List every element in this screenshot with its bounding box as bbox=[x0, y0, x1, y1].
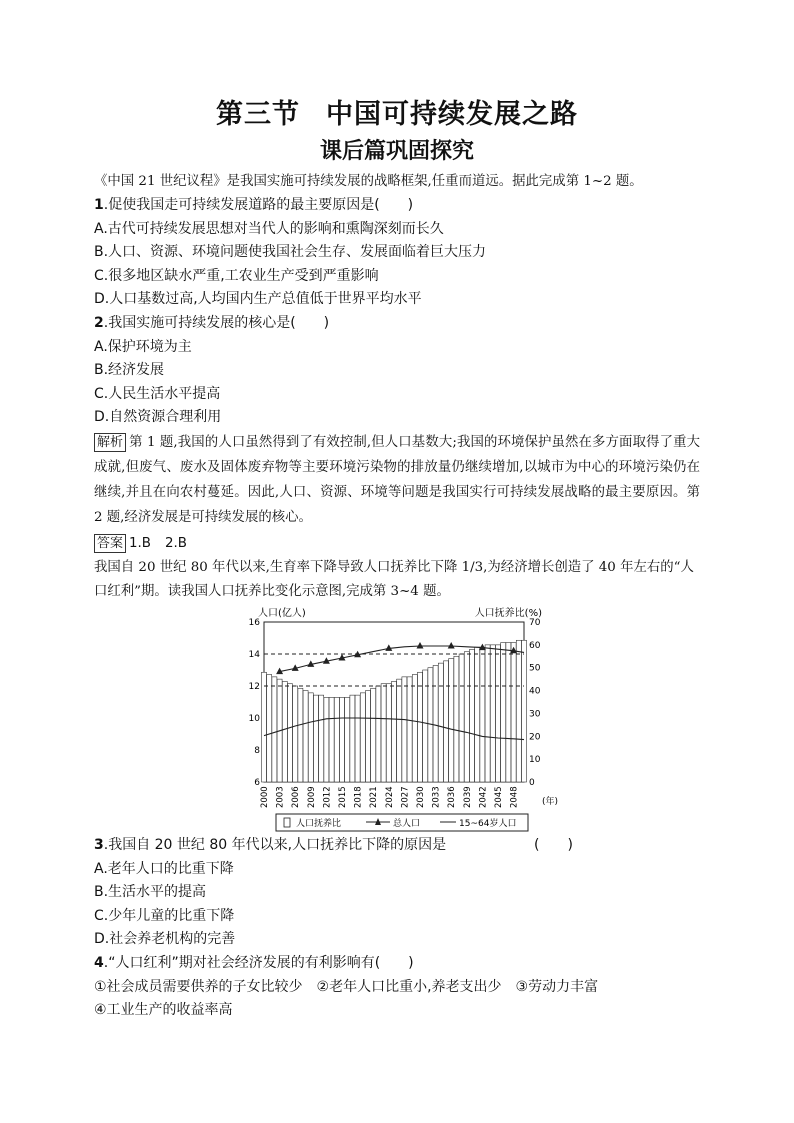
ratio-bar bbox=[319, 695, 324, 782]
y-left-tick-label: 10 bbox=[248, 713, 260, 724]
total-population-marker bbox=[417, 642, 424, 649]
ratio-bar bbox=[360, 693, 365, 782]
question-2 bbox=[94, 312, 700, 336]
y-left-tick-label: 16 bbox=[248, 617, 260, 628]
total-population-marker bbox=[448, 642, 455, 649]
option-4-line-2: ④工业生产的收益率高 bbox=[94, 1002, 233, 1019]
option-1b: B.人口、资源、环境问题使我国社会生存、发展面临着巨大压力 bbox=[94, 244, 487, 261]
ratio-bar bbox=[511, 643, 516, 782]
ratio-bar bbox=[490, 645, 495, 782]
ratio-bar bbox=[459, 654, 464, 782]
section-title: 中国可持续发展之路 bbox=[326, 99, 578, 130]
ratio-bar bbox=[392, 681, 397, 782]
ratio-bar bbox=[412, 675, 417, 782]
ratio-bar bbox=[485, 645, 490, 782]
ratio-bar bbox=[376, 686, 381, 782]
ratio-bar bbox=[334, 697, 339, 782]
ratio-bar bbox=[454, 656, 459, 782]
x-tick-label: 2039 bbox=[462, 786, 473, 808]
x-tick-label: 2048 bbox=[509, 786, 520, 808]
ratio-bar bbox=[355, 695, 360, 782]
ratio-bar bbox=[423, 670, 428, 782]
intro-paragraph-2: 我国自 20 世纪 80 年代以来,生育率下降导致人口抚养比下降 1/3,为经济增长创造了 40 年左右的“人口红利”期。读我国人口抚养比变化示意图,完成第 3~4 题。 bbox=[94, 559, 694, 599]
answer-1: 1.B bbox=[129, 535, 151, 551]
y-left-tick-label: 12 bbox=[248, 681, 260, 692]
question-1 bbox=[94, 194, 700, 218]
x-tick-label: 2018 bbox=[353, 786, 364, 808]
ratio-bar bbox=[298, 688, 303, 782]
y-right-tick-label: 20 bbox=[529, 732, 541, 743]
answer-paren: ( ) bbox=[534, 836, 573, 853]
y-right-tick-label: 60 bbox=[529, 640, 541, 651]
ratio-bar bbox=[282, 681, 287, 782]
y-right-tick-label: 0 bbox=[529, 777, 535, 788]
question-number: 2 bbox=[94, 314, 104, 331]
ratio-bar bbox=[407, 677, 412, 782]
option-1c: C.很多地区缺水严重,工农业生产受到严重影响 bbox=[94, 267, 379, 284]
ratio-bar bbox=[444, 661, 449, 782]
question-stem: .我国自 20 世纪 80 年代以来,人口抚养比下降的原因是 bbox=[103, 836, 447, 853]
question-3 bbox=[94, 834, 700, 858]
ratio-bar bbox=[262, 672, 267, 782]
answer-tag: 答案 bbox=[94, 534, 126, 553]
ratio-bar bbox=[438, 663, 443, 782]
ratio-bar bbox=[381, 684, 386, 782]
y-left-tick-label: 14 bbox=[248, 649, 260, 660]
explanation-text: 第 1 题,我国的人口虽然得到了有效控制,但人口基数大;我国的环境保护虽然在多方面取得了重大成就,但废气、废水及固体废弃物等主要环境污染物的排放量仍继续增加,以城市为中心的环境污染仍在继续,并且在向农村蔓延。因此,人口、资源、环境等问题是我国实行可持续发展战略的最主要原因。第 2 题,经济发展是可持续发展的核心。 bbox=[94, 434, 700, 525]
ratio-bar bbox=[272, 677, 277, 782]
ratio-bar bbox=[522, 640, 527, 782]
y-left-tick-label: 6 bbox=[254, 777, 260, 788]
document-page bbox=[94, 96, 700, 1023]
x-tick-label: 2027 bbox=[400, 786, 411, 808]
ratio-bar bbox=[314, 695, 319, 782]
ratio-bar bbox=[464, 652, 469, 782]
explanation-tag: 解析 bbox=[94, 433, 126, 452]
ratio-bar bbox=[501, 643, 506, 782]
question-stem: .“人口红利”期对社会经济发展的有利影响有( ) bbox=[103, 954, 414, 971]
ratio-bar bbox=[418, 672, 423, 782]
ratio-bar bbox=[516, 640, 521, 782]
ratio-bar bbox=[475, 647, 480, 782]
x-tick-label: 2003 bbox=[275, 786, 286, 808]
option-3a: A.老年人口的比重下降 bbox=[94, 860, 234, 877]
ratio-bar bbox=[293, 686, 298, 782]
option-1a: A.古代可持续发展思想对当代人的影响和熏陶深刻而长久 bbox=[94, 220, 444, 237]
x-tick-label: 2030 bbox=[416, 786, 426, 808]
ratio-bar bbox=[470, 649, 475, 782]
option-2b: B.经济发展 bbox=[94, 362, 165, 379]
x-tick-label: 2015 bbox=[338, 786, 348, 808]
x-axis-label: (年) bbox=[542, 796, 559, 807]
ratio-bar bbox=[433, 665, 438, 782]
question-stem: .我国实施可持续发展的核心是( ) bbox=[103, 314, 330, 331]
ratio-bar bbox=[303, 691, 308, 782]
x-tick-label: 2045 bbox=[494, 786, 504, 808]
option-3d: D.社会养老机构的完善 bbox=[94, 931, 236, 948]
option-1d: D.人口基数过高,人均国内生产总值低于世界平均水平 bbox=[94, 291, 422, 308]
ratio-bar bbox=[345, 697, 350, 782]
chart-svg bbox=[94, 604, 700, 834]
x-tick-label: 2021 bbox=[369, 786, 380, 808]
option-3b: B.生活水平的提高 bbox=[94, 884, 207, 901]
page-subtitle: 课后篇巩固探究 bbox=[319, 138, 474, 164]
y-left-label: 人口(亿人) bbox=[258, 607, 306, 619]
ratio-bar bbox=[350, 695, 355, 782]
x-tick-label: 2024 bbox=[384, 786, 395, 808]
legend-label-ratio: 人口抚养比 bbox=[296, 818, 342, 829]
y-right-tick-label: 30 bbox=[529, 709, 541, 720]
chart-legend bbox=[276, 814, 528, 831]
question-number: 1 bbox=[94, 197, 104, 213]
x-tick-label: 2012 bbox=[322, 786, 333, 808]
page-title bbox=[94, 96, 700, 134]
ratio-bar bbox=[371, 688, 376, 782]
section-number: 第三节 bbox=[216, 99, 300, 130]
y-left-tick-label: 8 bbox=[254, 745, 260, 756]
legend-label-working: 15~64岁人口 bbox=[459, 818, 517, 829]
question-number: 3 bbox=[94, 836, 104, 853]
ratio-bar bbox=[308, 693, 313, 782]
option-2a: A.保护环境为主 bbox=[94, 338, 192, 355]
x-tick-label: 2042 bbox=[478, 786, 489, 808]
answer-2: 2.B bbox=[164, 535, 187, 551]
legend-label-total: 总人口 bbox=[393, 818, 421, 829]
x-tick-label: 2033 bbox=[431, 786, 442, 808]
ratio-bar bbox=[402, 677, 407, 782]
ratio-bar bbox=[267, 675, 272, 782]
legend-swatch-bar bbox=[284, 818, 290, 827]
x-tick-label: 2036 bbox=[447, 786, 458, 808]
ratio-bar bbox=[288, 684, 293, 782]
ratio-bar bbox=[496, 645, 501, 782]
y-right-tick-label: 50 bbox=[529, 663, 541, 674]
explanation-block bbox=[94, 430, 700, 530]
y-right-tick-label: 40 bbox=[529, 686, 541, 697]
ratio-bar bbox=[449, 659, 454, 782]
dependency-ratio-chart bbox=[94, 604, 700, 834]
option-2d: D.自然资源合理利用 bbox=[94, 409, 222, 426]
option-2c: C.人民生活水平提高 bbox=[94, 385, 221, 402]
y-right-tick-label: 10 bbox=[529, 755, 541, 766]
ratio-bar bbox=[366, 691, 371, 782]
x-tick-label: 2000 bbox=[260, 786, 270, 808]
ratio-bar bbox=[397, 679, 402, 782]
question-number: 4 bbox=[94, 954, 104, 971]
option-3c: C.少年儿童的比重下降 bbox=[94, 907, 235, 924]
ratio-bar bbox=[480, 647, 485, 782]
y-right-tick-label: 70 bbox=[529, 617, 541, 628]
y-right-label: 人口抚养比(%) bbox=[474, 607, 542, 619]
ratio-bar bbox=[506, 643, 511, 782]
intro-paragraph-1: 《中国 21 世纪议程》是我国实施可持续发展的战略框架,任重而道远。据此完成第 1~2 题。 bbox=[94, 174, 643, 189]
ratio-bar bbox=[329, 697, 334, 782]
ratio-bar bbox=[386, 684, 391, 782]
x-tick-label: 2006 bbox=[291, 786, 302, 808]
answer-block bbox=[94, 532, 700, 556]
ratio-bar bbox=[340, 697, 345, 782]
question-stem: .促使我国走可持续发展道路的最主要原因是( ) bbox=[103, 197, 414, 213]
x-tick-label: 2009 bbox=[306, 786, 317, 808]
question-4 bbox=[94, 952, 700, 976]
ratio-bar bbox=[324, 697, 329, 782]
option-4-line-1: ①社会成员需要供养的子女比较少 ②老年人口比重小,养老支出少 ③劳动力丰富 bbox=[94, 978, 599, 995]
